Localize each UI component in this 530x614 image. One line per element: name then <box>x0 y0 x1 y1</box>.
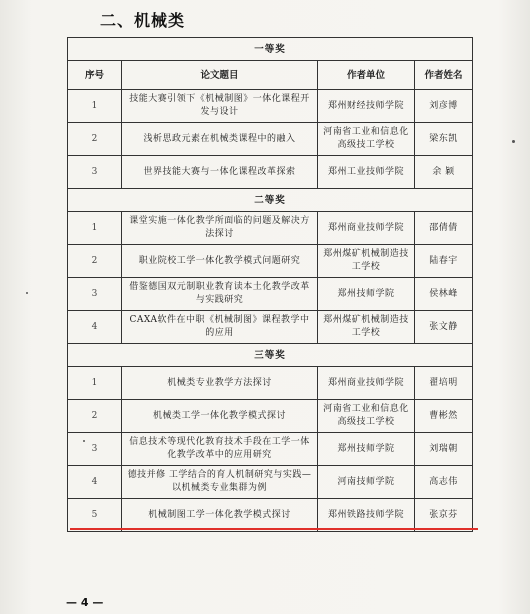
paper-title: CAXA软件在中职《机械制图》课程教学中的应用 <box>122 311 318 344</box>
paper-title: 机械制图工学一体化教学模式探讨 <box>122 499 318 532</box>
table-row <box>68 245 473 278</box>
author-unit: 郑州商业技师学院 <box>318 367 415 400</box>
paper-title: 德技并修 工学结合的育人机制研究与实践—以机械类专业集群为例 <box>122 466 318 499</box>
paper-title: 课堂实施一体化教学所面临的问题及解决方法探讨 <box>122 212 318 245</box>
table-row <box>68 466 473 499</box>
author-unit: 河南省工业和信息化高级技工学校 <box>318 123 415 156</box>
table-row <box>68 400 473 433</box>
column-header-no: 序号 <box>68 61 122 90</box>
column-header-unit: 作者单位 <box>318 61 415 90</box>
row-number: 3 <box>68 156 122 189</box>
row-number: 3 <box>68 433 122 466</box>
table-row <box>68 433 473 466</box>
row-number: 1 <box>68 90 122 123</box>
author-name: 高志伟 <box>415 466 473 499</box>
table-row <box>68 212 473 245</box>
row-number: 1 <box>68 367 122 400</box>
author-unit: 河南技师学院 <box>318 466 415 499</box>
tier-label: 一等奖 <box>68 38 473 61</box>
author-name: 张文静 <box>415 311 473 344</box>
author-name: 曹彬然 <box>415 400 473 433</box>
author-name: 侯林峰 <box>415 278 473 311</box>
author-unit: 郑州技师学院 <box>318 433 415 466</box>
author-name: 陆春宇 <box>415 245 473 278</box>
table-row <box>68 499 473 532</box>
author-unit: 郑州技师学院 <box>318 278 415 311</box>
author-unit: 郑州煤矿机械制造技工学校 <box>318 311 415 344</box>
section-heading: 二、机械类 <box>100 11 186 30</box>
row-number: 2 <box>68 400 122 433</box>
column-header-author: 作者姓名 <box>415 61 473 90</box>
scan-speck <box>26 292 28 294</box>
table-row <box>68 123 473 156</box>
paper-title: 职业院校工学一体化教学模式问题研究 <box>122 245 318 278</box>
tier-label: 二等奖 <box>68 189 473 212</box>
table-row <box>68 156 473 189</box>
author-name: 刘瑞朝 <box>415 433 473 466</box>
author-name: 翟培明 <box>415 367 473 400</box>
row-number: 2 <box>68 245 122 278</box>
page-number: — 4 — <box>66 596 104 609</box>
author-unit: 河南省工业和信息化高级技工学校 <box>318 400 415 433</box>
row-number: 4 <box>68 311 122 344</box>
scan-speck <box>512 140 515 143</box>
paper-title: 借鉴德国双元制职业教育读本土化教学改革与实践研究 <box>122 278 318 311</box>
red-underline-mark <box>70 528 478 530</box>
author-name: 梁东凯 <box>415 123 473 156</box>
paper-title: 世界技能大赛与一体化课程改革探索 <box>122 156 318 189</box>
row-number: 1 <box>68 212 122 245</box>
author-unit: 郑州商业技师学院 <box>318 212 415 245</box>
author-name: 张京芬 <box>415 499 473 532</box>
row-number: 5 <box>68 499 122 532</box>
author-name: 邵倩倩 <box>415 212 473 245</box>
author-unit: 郑州煤矿机械制造技工学校 <box>318 245 415 278</box>
tier-row-first <box>68 38 473 61</box>
row-number: 4 <box>68 466 122 499</box>
table-row <box>68 90 473 123</box>
author-unit: 郑州工业技师学院 <box>318 156 415 189</box>
paper-title: 机械类工学一体化教学模式探讨 <box>122 400 318 433</box>
table-row <box>68 367 473 400</box>
tier-label: 三等奖 <box>68 344 473 367</box>
paper-title: 信息技术等现代化教育技术手段在工学一体化教学改革中的应用研究 <box>122 433 318 466</box>
paper-title: 浅析思政元素在机械类课程中的融入 <box>122 123 318 156</box>
author-name: 余 颖 <box>415 156 473 189</box>
tier-row-second <box>68 189 473 212</box>
author-name: 刘彦博 <box>415 90 473 123</box>
row-number: 2 <box>68 123 122 156</box>
awards-table <box>67 37 473 532</box>
paper-title: 技能大赛引领下《机械制图》一体化课程开发与设计 <box>122 90 318 123</box>
row-number: 3 <box>68 278 122 311</box>
tier-row-third <box>68 344 473 367</box>
scan-speck <box>83 440 85 442</box>
table-row <box>68 311 473 344</box>
author-unit: 郑州财经技师学院 <box>318 90 415 123</box>
column-header-title: 论文题目 <box>122 61 318 90</box>
table-row <box>68 278 473 311</box>
author-unit: 郑州铁路技师学院 <box>318 499 415 532</box>
paper-title: 机械类专业教学方法探讨 <box>122 367 318 400</box>
column-header-row <box>68 61 473 90</box>
